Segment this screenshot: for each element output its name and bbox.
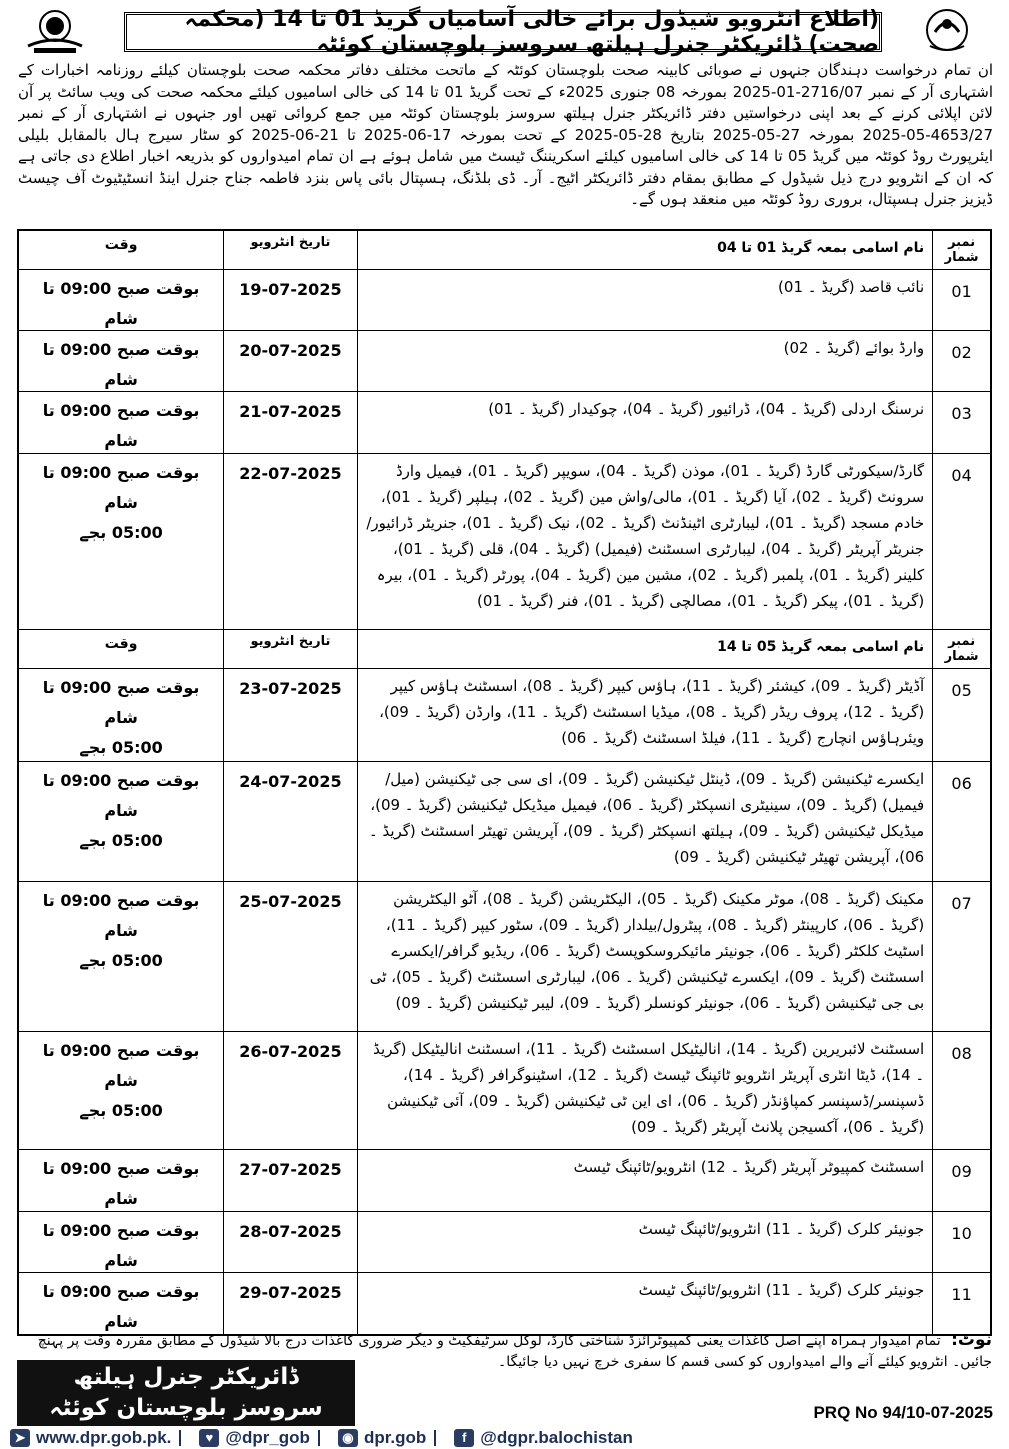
time-end: 05:00 بجے <box>79 831 163 850</box>
row-posts: جونیئر کلرک (گریڈ ۔ 11) انٹرویو/ٹائپنگ ٹیسٹ <box>357 1273 933 1334</box>
row-serial: 11 <box>932 1273 990 1334</box>
time-start: بوقت صبح 09:00 تا شام <box>42 771 200 820</box>
website-text: www.dpr.gob.pk. <box>36 1428 172 1447</box>
row-time <box>19 392 223 453</box>
balochistan-emblem-icon <box>912 6 982 56</box>
facebook-text: @dgpr.balochistan <box>480 1428 633 1447</box>
time-start: بوقت صبح 09:00 تا شام <box>42 463 200 512</box>
row-serial: 08 <box>932 1032 990 1149</box>
table-row <box>19 1150 990 1212</box>
row-time <box>19 1212 223 1272</box>
signature-line-2: سروسز بلوچستان کوئٹہ <box>49 1395 323 1421</box>
row-date: 25-07-2025 <box>223 882 356 1031</box>
row-posts: گارڈ/سیکورٹی گارڈ (گریڈ ۔ 01)، موذن (گریڈ ۔ 04)، سویپر (گریڈ ۔ 01)، فیمیل وارڈ سرونٹ (گریڈ ۔ 02)، آیا (گریڈ ۔ 01)، مالی/واش مین (گریڈ ۔ 02)، ہیلپر (گریڈ ۔ 01)، خادم مسجد (گریڈ ۔ 01)، لیبارٹری اٹینڈنٹ (گریڈ ۔ 02)، نیک (گریڈ ۔ 01)، جنریٹر ڈرائیور/جنریٹر آپریٹر (گریڈ ۔ 04)، لیبارٹری اسسٹنٹ (فیمیل) (گریڈ ۔ 04)، قلی (گریڈ ۔ 01)، کلینر (گریڈ ۔ 01)، پلمبر (گریڈ ۔ 02)، مشین مین (گریڈ ۔ 04)، پورٹر (گریڈ ۔ 01)، بیرہ (گریڈ ۔ 01)، پیکر (گریڈ ۔ 01)، مصالچی (گریڈ ۔ 01)، فنر (گریڈ ۔ 01) <box>357 454 933 629</box>
row-date: 21-07-2025 <box>223 392 356 453</box>
row-posts: وارڈ بوائے (گریڈ ۔ 02) <box>357 331 933 391</box>
row-posts: نائب قاصد (گریڈ ۔ 01) <box>357 270 933 330</box>
header-date: تاریخ انٹرویو <box>223 231 356 269</box>
table-row <box>19 762 990 882</box>
row-serial: 10 <box>932 1212 990 1272</box>
interview-schedule-table <box>17 229 992 1336</box>
row-posts: ایکسرے ٹیکنیشن (گریڈ ۔ 09)، ڈینٹل ٹیکنیشن (گریڈ ۔ 09)، ای سی جی ٹیکنیشن (میل/فیمیل) (گریڈ ۔ 09)، سینیٹری انسپکٹر (گریڈ ۔ 06)، فیمیل میڈیکل ٹیکنیشن (گریڈ ۔ 09)، میڈیکل ٹیکنیشن (گریڈ ۔ 09)، ہیلتھ انسپکٹر (گریڈ ۔ 09)، آپریشن تھیٹر اسسٹنٹ (گریڈ ۔ 06)، آپریشن تھیٹر ٹیکنیشن (گریڈ ۔ 09) <box>357 762 933 881</box>
table-row <box>19 454 990 630</box>
row-date: 22-07-2025 <box>223 454 356 629</box>
instagram-text: dpr.gob <box>363 1428 427 1447</box>
footer-facebook[interactable] <box>454 1428 633 1448</box>
time-start: بوقت صبح 09:00 تا شام <box>42 678 200 727</box>
prq-number: PRQ No 94/10-07-2025 <box>813 1403 993 1422</box>
row-date: 24-07-2025 <box>223 762 356 881</box>
row-time <box>19 270 223 330</box>
time-start: بوقت صبح 09:00 تا شام <box>42 1159 200 1208</box>
signature-line-1: ڈائریکٹر جنرل ہیلتھ <box>73 1364 299 1390</box>
header <box>0 0 1009 58</box>
row-serial: 05 <box>932 669 990 761</box>
row-time <box>19 331 223 391</box>
table-row <box>19 1273 990 1334</box>
header-posts: نام اسامی بمعہ گریڈ 01 تا 04 <box>357 231 933 269</box>
row-date: 23-07-2025 <box>223 669 356 761</box>
time-end: 05:00 بجے <box>79 951 163 970</box>
header-serial: نمبر شمار <box>932 630 990 668</box>
note-text: تمام امیدوار ہمراہ اپنے اصل کاغذات یعنی کمپیوٹرائزڈ شناختی کارڈ، لوکل سرٹیفکیٹ و دیگر ضروری کاغذات درج بالا شیڈول کے مطابق مقررہ وقت پر پہنچ جائیں۔ انٹرویو کیلئے آنے والے امیدواروں کو کسی قسم کا سفری خرچ نہیں دیا جائیگا۔ <box>37 1333 992 1370</box>
row-time <box>19 1150 223 1211</box>
instagram-icon: ◉ <box>338 1429 358 1447</box>
header-posts: نام اسامی بمعہ گریڈ 05 تا 14 <box>357 630 933 668</box>
row-time <box>19 882 223 1031</box>
row-posts: اسسٹنٹ کمپیوٹر آپریٹر (گریڈ ۔ 12) انٹرویو/ٹائپنگ ٹیسٹ <box>357 1150 933 1211</box>
time-start: بوقت صبح 09:00 تا شام <box>42 340 200 389</box>
row-date: 19-07-2025 <box>223 270 356 330</box>
time-start: بوقت صبح 09:00 تا شام <box>42 891 200 940</box>
row-posts: آڈیٹر (گریڈ ۔ 09)، کیشئر (گریڈ ۔ 11)، ہاؤس کیپر (گریڈ ۔ 08)، اسسٹنٹ ہاؤس کیپر (گریڈ ۔ 12)، پروف ریڈر (گریڈ ۔ 08)، میڈیا اسسٹنٹ (گریڈ ۔ 11)، وارڈن (گریڈ ۔ 09)، ویئرہاؤس انچارج (گریڈ ۔ 11)، فیلڈ اسسٹنٹ (گریڈ ۔ 06) <box>357 669 933 761</box>
row-serial: 09 <box>932 1150 990 1211</box>
row-serial: 06 <box>932 762 990 881</box>
row-serial: 03 <box>932 392 990 453</box>
row-time <box>19 1032 223 1149</box>
footer-website[interactable] <box>10 1428 171 1448</box>
row-date: 29-07-2025 <box>223 1273 356 1334</box>
facebook-icon: f <box>454 1429 474 1447</box>
header-time: وقت <box>104 636 138 652</box>
footer-divider <box>318 1430 320 1446</box>
table-row <box>19 1212 990 1273</box>
row-time <box>19 1273 223 1334</box>
footer-bar <box>0 1427 1009 1449</box>
twitter-text: @dpr_gob <box>225 1428 310 1447</box>
row-serial: 02 <box>932 331 990 391</box>
footer-divider <box>434 1430 436 1446</box>
web-icon: ➤ <box>10 1429 30 1447</box>
table-row <box>19 331 990 392</box>
table-row <box>19 1032 990 1150</box>
header-time: وقت <box>104 237 138 253</box>
intro-paragraph: ان تمام درخواست دہندگان جنہوں نے صوبائی کابینہ صحت بلوچستان کوئٹہ کے ماتحت مختلف دفاتر محکمہ صحت بلوچستان کیلئے روزنامہ اخبارات کے اشتہاری آر کے نمبر 2716/07-01-2025 بمورخہ 08 جنوری 2025ء کے تحت گریڈ 01 تا 14 کی خالی اسامیوں کیلئے محکمہ صحت کی ویب سائٹ پر آن لائن اپلائی کرنے کے بعد اپنی درخواستیں دفتر ڈائریکٹر جنرل ہیلتھ سروسز بلوچستان کوئٹہ میں جمع کروائی تھیں اور جنہوں نے اشتہاری آر کے نمبر 4653/27-05-2025 بمورخہ 27-05-2025 بتاریخ 28-05-2025 کے تحت بمورخہ 17-06-2025 تا 21-06-2025 کو سٹار سیرج ہال بالمقابل بلیلی ایئرپورٹ روڈ کوئٹہ میں گریڈ 05 تا 14 کی خالی اسامیوں کیلئے اسکریننگ ٹیسٹ میں شامل ہوئے ہے ان تمام امیدواروں کو بذریعہ اخبار اطلاع دی جاتی ہے کہ ان کے انٹرویو درج ذیل شیڈول کے مطابق بمقام دفتر ڈائریکٹر اٹیج۔ آر۔ ڈی بلڈنگ، ہسپتال بائی پاس بنزد فاطمہ جناح جنرل اینڈ انسٹیٹیوٹ آف چیسٹ ڈیزیز جنرل ہسپتال، بروری روڈ کوئٹہ میں منعقد ہوں گے۔ <box>18 61 993 208</box>
table-row <box>19 270 990 331</box>
footer-twitter[interactable] <box>199 1428 310 1448</box>
row-date: 26-07-2025 <box>223 1032 356 1149</box>
header-date: تاریخ انٹرویو <box>223 630 356 668</box>
row-time <box>19 454 223 629</box>
note-label: نوٹ: <box>951 1330 992 1350</box>
twitter-icon: ♥ <box>199 1429 219 1447</box>
row-posts: نرسنگ اردلی (گریڈ ۔ 04)، ڈرائیور (گریڈ ۔ 04)، چوکیدار (گریڈ ۔ 01) <box>357 392 933 453</box>
row-serial: 07 <box>932 882 990 1031</box>
notice-title: (اطلاع انٹرویو شیڈول برائے خالی آسامیاں گریڈ 01 تا 14 (محکمہ صحت) ڈائریکٹر جنرل ہیلتھ سروسز بلوچستان کوئٹہ <box>124 12 882 52</box>
table-row <box>19 882 990 1032</box>
footer-instagram[interactable] <box>338 1428 426 1448</box>
table-row <box>19 392 990 454</box>
row-date: 28-07-2025 <box>223 1212 356 1272</box>
row-time <box>19 762 223 881</box>
time-start: بوقت صبح 09:00 تا شام <box>42 279 200 328</box>
time-end: 05:00 بجے <box>79 738 163 757</box>
time-end: 05:00 بجے <box>79 523 163 542</box>
time-start: بوقت صبح 09:00 تا شام <box>42 1282 200 1331</box>
row-time <box>19 669 223 761</box>
table-header-grades-01-04 <box>19 231 990 270</box>
time-start: بوقت صبح 09:00 تا شام <box>42 401 200 450</box>
row-serial: 04 <box>932 454 990 629</box>
signature-block <box>17 1360 355 1426</box>
header-serial: نمبر شمار <box>932 231 990 269</box>
table-header-grades-05-14 <box>19 630 990 669</box>
time-start: بوقت صبح 09:00 تا شام <box>42 1041 200 1090</box>
time-end: 05:00 بجے <box>79 1101 163 1120</box>
row-posts: جونیئر کلرک (گریڈ ۔ 11) انٹرویو/ٹائپنگ ٹیسٹ <box>357 1212 933 1272</box>
table-row <box>19 669 990 762</box>
government-emblem-icon <box>20 6 90 56</box>
row-date: 20-07-2025 <box>223 331 356 391</box>
row-serial: 01 <box>932 270 990 330</box>
row-posts: مکینک (گریڈ ۔ 08)، موٹر مکینک (گریڈ ۔ 05)، الیکٹریشن (گریڈ ۔ 08)، آٹو الیکٹریشن (گریڈ ۔ 06)، کارپینٹر (گریڈ ۔ 08)، پیٹرول/بیلدار (گریڈ ۔ 09)، سٹور کیپر (گریڈ ۔ 11)، اسٹیٹ کلکٹر (گریڈ ۔ 06)، جونیئر مائیکروسکوپسٹ (گریڈ ۔ 06)، ریڈیو گرافر/ایکسرے اسسٹنٹ (گریڈ ۔ 09)، ایکسرے ٹیکنیشن (گریڈ ۔ 06)، لیبارٹری اسسٹنٹ (گریڈ ۔ 05)، ٹی بی جی ٹیکنیشن (گریڈ ۔ 06)، جونیئر کونسلر (گریڈ ۔ 09)، لیبر ٹیکنیشن (گریڈ ۔ 09) <box>357 882 933 1031</box>
footer-divider <box>179 1430 181 1446</box>
row-posts: اسسٹنٹ لائبریرین (گریڈ ۔ 14)، انالیٹیکل اسسٹنٹ (گریڈ ۔ 11)، اسسٹنٹ انالیٹیکل (گریڈ ۔ 14)، ڈیٹا انٹری آپریٹر انٹرویو ٹائپنگ ٹیسٹ (گریڈ ۔ 12)، اسٹینوگرافر (گریڈ ۔ 14)، ڈسپنسر/ڈسپنسر کمپاؤنڈر (گریڈ ۔ 06)، ای این ٹی ٹیکنیشن (گریڈ ۔ 09)، آئی ٹیکنیشن (گریڈ ۔ 06)، آکسیجن پلانٹ آپریٹر (گریڈ ۔ 09) <box>357 1032 933 1149</box>
time-start: بوقت صبح 09:00 تا شام <box>42 1221 200 1270</box>
row-date: 27-07-2025 <box>223 1150 356 1211</box>
